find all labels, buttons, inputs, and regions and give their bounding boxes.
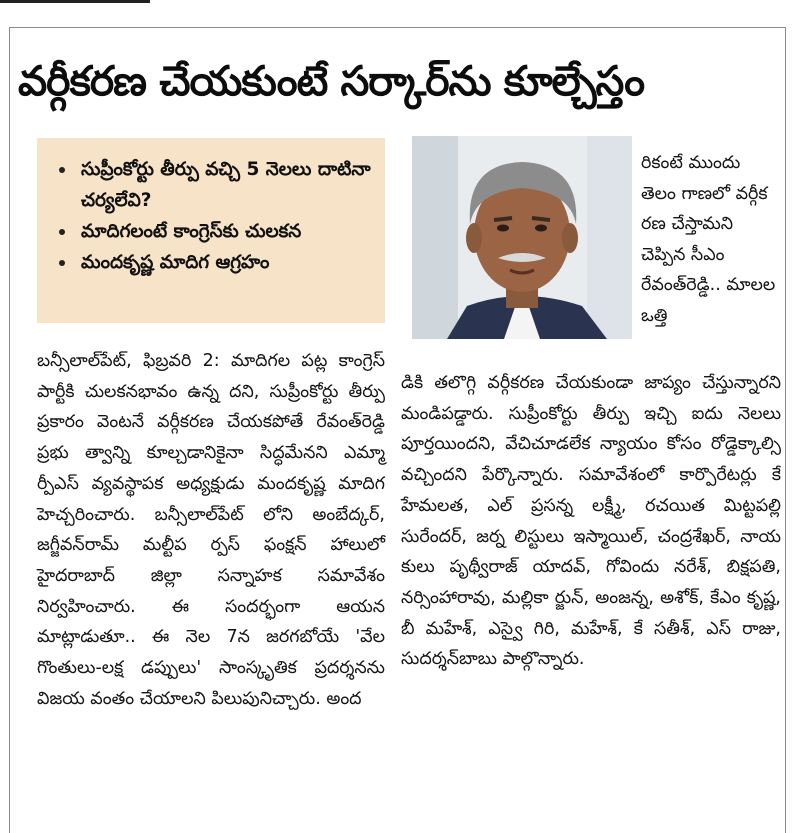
highlight-item <box>59 216 375 247</box>
bullet-icon <box>59 260 65 266</box>
bullet-icon <box>59 229 65 235</box>
headline: వర్గీకరణ చేయకుంటే సర్కార్‌ను కూల్చేస్తం <box>18 57 645 105</box>
highlight-text: మందకృష్ణ మాదిగ ఆగ్రహం <box>81 252 270 273</box>
portrait-illustration <box>412 136 632 339</box>
highlights-box <box>37 138 385 323</box>
page-top-rule <box>0 0 800 6</box>
portrait-photo <box>412 136 632 339</box>
bullet-icon <box>59 167 65 173</box>
article-body-left: బన్సీలాల్‌పేట్, ఫిబ్రవరి 2: మాదిగల పట్ల కాంగ్రెస్ పార్టీకి చులకనభావం ఉన్న దని, సుప్రీంకోర్టు తీర్పు ప్రకారం వెంటనే వర్గీకరణ చేయకపోతే రేవంత్‌రెడ్డి ప్రభు త్వాన్ని కూల్చడానికైనా సిద్ధమేనని ఎమ్మా ర్పీఎస్ వ్యవస్థాపక అధ్యక్షుడు మందకృష్ణ మాదిగ హెచ్చరించారు. బన్సీలాల్‌పేట్ లోని అంబేద్కర్, జగ్జీవన్‌రామ్ మల్టీప ర్పస్ ఫంక్షన్ హాలులో హైదరాబాద్ జిల్లా సన్నాహక సమావేశం నిర్వహించారు. ఈ సందర్భంగా ఆయన మాట్లాడుతూ.. ఈ నెల 7న జరగబోయే 'వేల గొంతులు-లక్ష డప్పులు' సాంస్కృతిక ప్రదర్శనను విజయ వంతం చేయాలని పిలుపునిచ్చారు. అంద <box>37 351 385 709</box>
highlight-text: మాదిగలంటే కాంగ్రెస్‌కు చులకన <box>81 221 302 242</box>
highlight-item <box>59 247 375 278</box>
article-body-right: డికి తలొగ్గి వర్గీకరణ చేయకుండా జాప్యం చేస్తున్నారని మండిపడ్డారు. సుప్రీంకోర్టు తీర్పు ఇచ్చి ఐదు నెలలు పూర్తయిందని, వేచిచూడలేక న్యాయం కోసం రోడ్డెక్కాల్సి వచ్చిందని పేర్కొన్నారు. సమావేశంలో కార్పొరేటర్లు కే హేమలత, ఎల్ ప్రసన్న లక్ష్మీ, రచయిత మిట్టపల్లి సురేందర్, జర్న లిస్టులు ఇస్మాయిల్, చంద్రశేఖర్, నాయ కులు పృథ్వీరాజ్ యాదవ్, గోవిందు నరేశ్, బిక్షపతి, నర్సింహారావు, మల్లికా ర్జున్, అంజన్న, అశోక్, కేఎం కృష్ణ, బీ మహేశ్, ఎస్వై గిరి, మహేశ్, కే సతీశ్, ఎస్ రాజు, సుదర్శన్‌బాబు పాల్గొన్నారు. <box>401 373 781 670</box>
article-body-right-top: రికంటే ముందు తెలం గాణలో వర్గీక రణ చేస్తామని చెప్పిన సీఎం రేవంత్‌రెడ్డి.. మాలల ఒత్తి <box>641 153 776 326</box>
page-top-marker <box>0 0 150 3</box>
highlight-text: సుప్రీంకోర్టు తీర్పు వచ్చి 5 నెలలు దాటినా చర్యలేవి? <box>81 159 371 211</box>
highlight-item <box>59 154 375 216</box>
